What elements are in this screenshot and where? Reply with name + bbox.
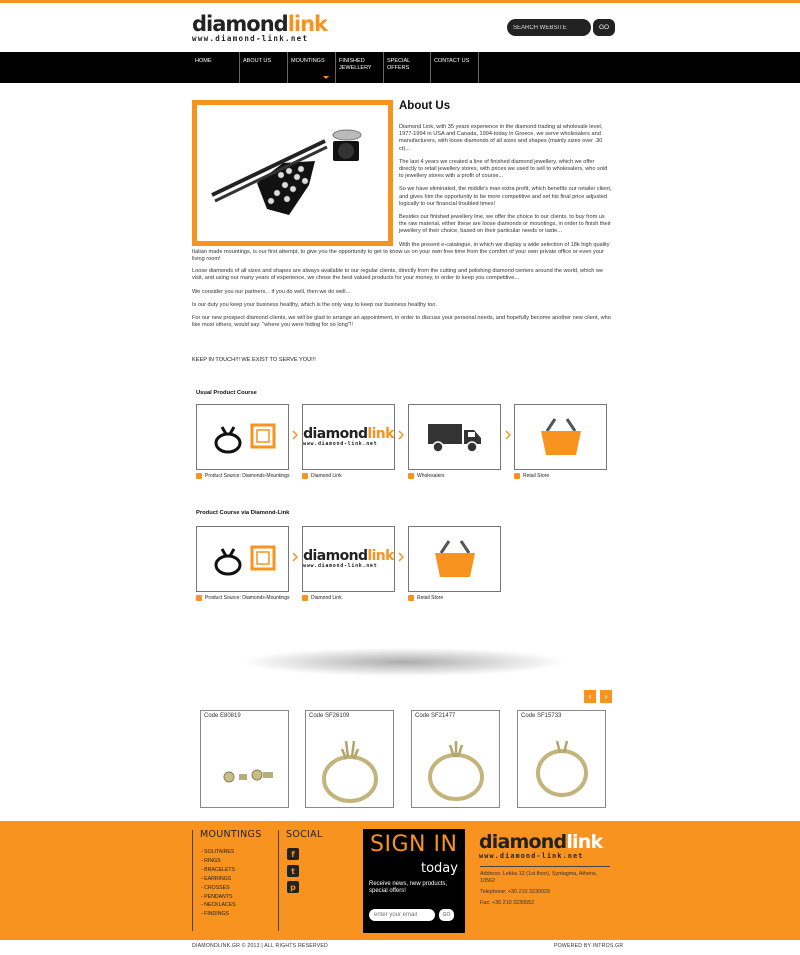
footer-link-findings[interactable]: - FINDINGS	[201, 911, 229, 918]
top-accent-line	[0, 0, 800, 3]
footer-link-pendants[interactable]: - PENDANTS	[201, 893, 233, 900]
footer-contact-info	[480, 871, 605, 907]
newsletter-email-input[interactable]	[369, 909, 435, 921]
site-logo[interactable]	[192, 13, 327, 43]
copyright-text: DIAMONDLINK.GR © 2013 | ALL RIGHTS RESERVED	[192, 943, 329, 949]
carousel-next-button[interactable]: ›	[600, 690, 612, 703]
caption-source	[196, 595, 290, 601]
footer-logo	[479, 832, 602, 860]
footer-fax: Fax: +30 210 3230552	[480, 900, 535, 906]
product-card[interactable]	[305, 710, 394, 808]
signin-description: Receive news, new products, special offers!	[369, 881, 448, 894]
logo-accent-text: link	[287, 12, 328, 36]
footer-divider	[278, 830, 279, 931]
about-paragraph: Is our duty you keep your business healthy, which is the only way to keep our business healthy too.	[192, 301, 437, 308]
chevron-right-icon	[398, 430, 404, 440]
about-paragraph: So we have eliminated, the middle's man extra profit, which benefits our retailer client, and gives him the opportunity to be more competitive and set his final price adjusted logically to our financial troubled times!	[399, 186, 612, 207]
earrings-image	[205, 729, 285, 805]
logo-url: www.diamond-link.net	[192, 34, 309, 43]
caption-retail-store	[514, 473, 549, 479]
nav-mountings[interactable]: MOUNTINGS	[288, 52, 336, 83]
footer-logo-url: www.diamond-link.net	[479, 852, 584, 860]
caption-text: Retail Store	[523, 473, 550, 479]
about-paragraph: For our new prospect diamond clients, we will be glad to arrange an appointment, in order to discuss your personal needs, and hopefully become another new client, who like most others, would say: "where you were hiding for so long"!!	[192, 315, 611, 329]
about-title: About Us	[399, 100, 451, 112]
keep-in-touch-text: KEEP IN TOUCH!!! WE EXIST TO SERVE YOU!!!	[192, 357, 316, 363]
usual-course-title: Usual Product Course	[196, 390, 257, 396]
about-text	[192, 124, 612, 335]
footer-logo-main: diamond	[479, 831, 567, 853]
caption-bullet-icon	[514, 473, 520, 479]
caption-text: Diamond Link	[311, 595, 342, 601]
facebook-icon[interactable]: f	[287, 848, 299, 860]
about-paragraph: The last 4 years we created a line of finished diamond jewellery, which we offer directly to retail jewellery stores, with prices we used to sell to wholesalers, who sold to jewellery stores with a profit of course...	[399, 158, 608, 180]
chevron-right-icon	[505, 430, 511, 440]
search-input[interactable]	[507, 19, 591, 36]
basket-icon	[433, 539, 477, 579]
caption-bullet-icon	[302, 595, 308, 601]
ring-image	[522, 727, 602, 805]
about-paragraph: We consider you our partners... if you do well, then we do well...	[192, 288, 351, 295]
about-paragraph: Loose diamonds of all sizes and shapes are always available to our regular clients, directly from the cutting and polishing diamond centers around the world, which we visit, and using our many years of experience, we chose the best valued products for your money, in order to keep you competitive...	[192, 268, 604, 282]
mini-logo-main: diamond	[303, 426, 368, 442]
nav-contact-us[interactable]: CONTACT US	[431, 52, 479, 83]
search-go-button[interactable]: GO	[593, 19, 615, 36]
chevron-right-icon	[398, 552, 404, 562]
nav-home[interactable]: HOME	[192, 52, 240, 83]
decorative-shadow	[245, 648, 563, 676]
caption-wholesalers	[408, 473, 445, 479]
footer-telephone: Telephone: +30 210 3230029	[480, 889, 550, 895]
newsletter-go-button[interactable]: GO	[439, 909, 454, 921]
footer-mountings-title: MOUNTINGS	[200, 829, 262, 840]
pinterest-icon[interactable]: p	[287, 881, 299, 893]
ring-diamond-icon	[208, 539, 278, 579]
product-card[interactable]	[411, 710, 500, 808]
retail-store-box	[514, 404, 607, 470]
ring-diamond-icon	[208, 417, 278, 457]
carousel-prev-button[interactable]: ‹	[584, 690, 596, 703]
footer-link-solitaires[interactable]: - SOLITAIRES	[201, 849, 235, 855]
via-diamond-link-title: Product Course via Diamond-Link	[196, 510, 290, 516]
retail-store-box	[408, 526, 501, 592]
ring-image	[416, 727, 496, 805]
about-paragraph: Diamond Link, with 35 years experience in the diamond trading at wholesale level, 1977-1994 in USA and Canada, 1994-today in Greece, we serve wholesalers and manufacturers, with loose diamonds of all sizes and shapes (mainly sizes over .30 ct)...	[399, 124, 603, 152]
chevron-right-icon	[292, 552, 298, 562]
footer-logo-divider	[480, 866, 610, 867]
caption-bullet-icon	[196, 473, 202, 479]
footer-divider	[192, 830, 193, 931]
product-code: Code SF21477	[415, 713, 456, 719]
about-paragraph: With the present e-catalogue, in which we display a wide selection of 18k high quality Italian made mountings, is our first attempt, to give you the opportunity to get to know us on your own free time from the comfort of your own private office or even your living room!	[192, 241, 610, 263]
product-code: Code E80819	[204, 713, 241, 719]
product-code: Code SF26109	[309, 713, 350, 719]
product-card[interactable]	[200, 710, 289, 808]
footer-mountings-list	[201, 848, 236, 919]
caption-bullet-icon	[196, 595, 202, 601]
nav-finished-jewellery[interactable]: FINISHED JEWELLERY	[336, 52, 384, 83]
wholesalers-box	[408, 404, 501, 470]
caption-bullet-icon	[408, 473, 414, 479]
signin-subheading: today	[421, 861, 458, 876]
nav-about-us[interactable]: ABOUT US	[240, 52, 288, 83]
product-card[interactable]	[517, 710, 606, 808]
signin-heading: SIGN IN	[370, 832, 458, 857]
caption-diamond-link	[302, 473, 342, 479]
caption-bullet-icon	[408, 595, 414, 601]
diamond-link-box	[302, 526, 395, 592]
source-box	[196, 404, 289, 470]
product-code: Code SF15733	[521, 713, 562, 719]
mini-logo-url: www.diamond-link.net	[303, 441, 378, 447]
about-paragraph: Besides our finished jewellery line, we offer the choice to our clients, to buy from us the raw material, either these are loose diamonds or mountings, in order to finish their jewellery of their choice, based on their particular needs or taste...	[399, 214, 611, 235]
twitter-icon[interactable]: t	[287, 865, 299, 877]
footer-link-earrings[interactable]: - EARRINGS	[201, 875, 232, 882]
nav-special-offers[interactable]: SPECIAL OFFERS	[384, 52, 431, 83]
dropdown-arrow-icon	[323, 76, 329, 79]
main-nav	[0, 52, 800, 83]
caption-bullet-icon	[302, 473, 308, 479]
diamond-link-box	[302, 404, 395, 470]
caption-text: Product Source: Diamonds-Mountings	[205, 473, 290, 479]
caption-source	[196, 473, 290, 479]
caption-text: Retail Store	[417, 595, 444, 601]
newsletter-signin-panel	[363, 829, 465, 933]
truck-icon	[426, 420, 484, 454]
mini-logo-main: diamond	[303, 548, 368, 564]
footer-logo-accent: link	[566, 831, 603, 853]
source-box	[196, 526, 289, 592]
ring-image	[310, 727, 390, 805]
footer-address: Address: Lekka 12 (1st floor), Syntagma, Athens, 10562	[480, 871, 598, 884]
chevron-right-icon	[292, 430, 298, 440]
mini-logo-accent: link	[367, 548, 394, 564]
caption-text: Diamond Link	[311, 473, 342, 479]
footer-link-crosses[interactable]: - CROSSES	[201, 884, 230, 891]
caption-diamond-link	[302, 595, 342, 601]
footer-social-title: SOCIAL	[286, 829, 323, 840]
caption-text: Wholesalers	[417, 473, 445, 479]
caption-text: Product Source: Diamonds-Mountings	[205, 595, 290, 601]
footer-link-bracelets[interactable]: - BRACELETS	[201, 866, 236, 873]
mini-logo-url: www.diamond-link.net	[303, 563, 378, 569]
footer-link-rings[interactable]: - RINGS	[201, 857, 221, 864]
basket-icon	[539, 417, 583, 457]
footer-link-necklaces[interactable]: - NECKLACES	[201, 902, 236, 909]
caption-retail-store	[408, 595, 443, 601]
logo-main-text: diamond	[192, 12, 288, 36]
powered-by-link[interactable]: POWERED BY INTROS.GR	[554, 943, 624, 949]
mini-logo-accent: link	[367, 426, 394, 442]
